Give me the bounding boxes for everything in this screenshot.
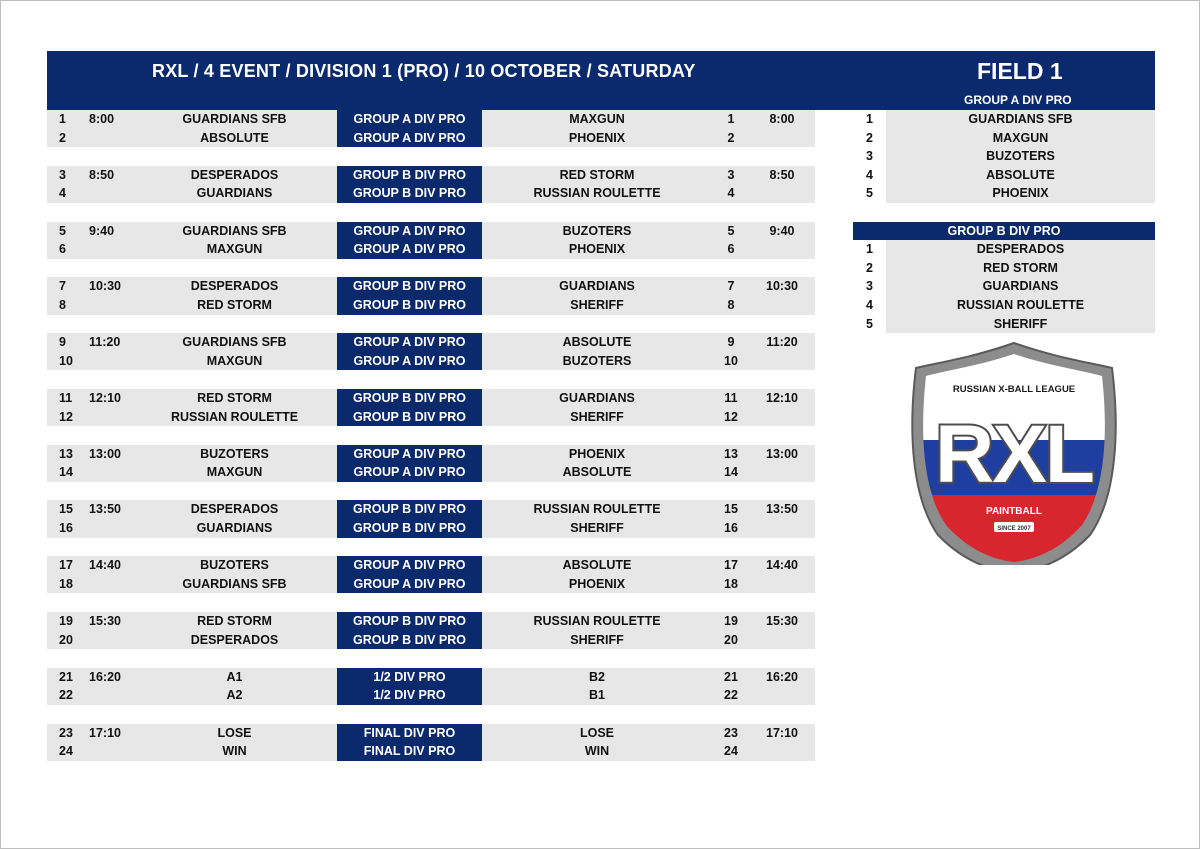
away-team: ABSOLUTE [562, 465, 632, 480]
team-name: GUARDIANS SFB [886, 110, 1155, 129]
match-group: GROUP A DIV PRO [337, 110, 482, 129]
team-seed: 2 [866, 130, 873, 145]
group-team-row [853, 166, 1155, 185]
match-number: 6 [59, 242, 66, 257]
match-row [47, 222, 815, 241]
match-number-right: 15 [724, 502, 738, 517]
home-team: LOSE [217, 725, 252, 740]
match-number: 11 [59, 390, 73, 405]
match-time: 16:20 [89, 669, 121, 684]
match-group: GROUP A DIV PRO [337, 556, 482, 575]
away-team: MAXGUN [569, 112, 625, 126]
team-name: BUZOTERS [886, 147, 1155, 166]
match-row [47, 575, 815, 594]
match-number: 1 [59, 112, 66, 126]
logo-league-name: RUSSIAN X-BALL LEAGUE [952, 384, 1076, 395]
match-row [47, 500, 815, 519]
match-time-right: 10:30 [766, 279, 798, 294]
match-group: GROUP A DIV PRO [337, 240, 482, 259]
match-number: 20 [59, 632, 73, 647]
team-seed: 4 [866, 167, 873, 182]
header-bar [47, 51, 1155, 110]
match-group: 1/2 DIV PRO [337, 686, 482, 705]
match-number-right: 4 [727, 186, 735, 201]
home-team: GUARDIANS SFB [182, 335, 287, 350]
home-team: DESPERADOS [190, 279, 279, 294]
match-time: 11:20 [89, 335, 121, 350]
group-heading: GROUP B DIV PRO [853, 222, 1155, 241]
match-number-right: 19 [724, 614, 738, 629]
home-team: GUARDIANS SFB [182, 576, 287, 591]
match-number: 23 [59, 725, 73, 740]
match-row [47, 389, 815, 408]
away-team: PHOENIX [568, 130, 626, 145]
match-time-right: 8:00 [769, 112, 795, 126]
match-group: GROUP A DIV PRO [337, 463, 482, 482]
match-group: GROUP B DIV PRO [337, 277, 482, 296]
match-schedule [47, 110, 815, 761]
home-team: A2 [226, 688, 243, 703]
home-team: RED STORM [197, 614, 272, 629]
match-number-right: 24 [724, 744, 738, 759]
away-team: ABSOLUTE [562, 558, 632, 573]
match-number-right: 8 [727, 297, 735, 312]
match-time: 8:00 [89, 112, 115, 126]
match-number-right: 1 [727, 112, 735, 126]
match-number-right: 5 [727, 223, 735, 238]
match-group: GROUP B DIV PRO [337, 408, 482, 427]
match-row [47, 519, 815, 538]
match-group: GROUP B DIV PRO [337, 612, 482, 631]
home-team: DESPERADOS [190, 167, 279, 182]
match-time-right: 11:20 [766, 335, 798, 350]
match-number: 2 [59, 130, 66, 145]
match-row [47, 445, 815, 464]
match-number: 10 [59, 353, 73, 368]
match-number-right: 6 [727, 242, 735, 257]
match-time-right: 14:40 [766, 558, 798, 573]
match-group: GROUP B DIV PRO [337, 296, 482, 315]
match-group: GROUP B DIV PRO [337, 184, 482, 203]
away-team: PHOENIX [568, 242, 626, 257]
home-team: GUARDIANS [196, 521, 273, 536]
match-time: 13:00 [89, 446, 121, 461]
match-row [47, 166, 815, 185]
team-name: RUSSIAN ROULETTE [886, 296, 1155, 315]
match-number: 17 [59, 558, 73, 573]
match-row [47, 110, 815, 129]
team-name: RED STORM [886, 259, 1155, 278]
match-number-right: 13 [724, 446, 738, 461]
logo-paintball-text: PAINTBALL [986, 506, 1042, 517]
away-team: BUZOTERS [562, 223, 632, 238]
match-number: 4 [59, 186, 66, 201]
home-team: MAXGUN [206, 353, 263, 368]
match-group: GROUP A DIV PRO [337, 222, 482, 241]
match-group: GROUP B DIV PRO [337, 500, 482, 519]
team-name: GUARDIANS [886, 277, 1155, 296]
match-number: 13 [59, 446, 73, 461]
match-group: 1/2 DIV PRO [337, 668, 482, 687]
match-time-right: 15:30 [766, 614, 798, 629]
match-number-right: 14 [724, 465, 738, 480]
logo-since-text: SINCE 2007 [997, 526, 1031, 532]
team-seed: 1 [866, 242, 873, 257]
match-row [47, 240, 815, 259]
match-time-right: 8:50 [769, 167, 795, 182]
match-time-right: 16:20 [766, 669, 798, 684]
match-number-right: 11 [724, 390, 738, 405]
match-row [47, 686, 815, 705]
match-row [47, 184, 815, 203]
match-number-right: 12 [724, 409, 738, 424]
group-team-row [853, 129, 1155, 148]
match-time-right: 13:00 [766, 446, 798, 461]
match-time: 12:10 [89, 390, 121, 405]
match-row [47, 408, 815, 427]
match-number: 12 [59, 409, 73, 424]
home-team: RED STORM [197, 297, 272, 312]
match-group: GROUP B DIV PRO [337, 389, 482, 408]
match-time-right: 12:10 [766, 390, 798, 405]
match-time-right: 9:40 [769, 223, 795, 238]
home-team: WIN [222, 744, 247, 759]
team-name: ABSOLUTE [886, 166, 1155, 185]
team-seed: 3 [866, 149, 873, 164]
match-number-right: 20 [724, 632, 738, 647]
home-team: GUARDIANS [196, 186, 273, 201]
match-number: 7 [59, 279, 66, 294]
field-label: FIELD 1 [977, 58, 1063, 84]
away-team: RUSSIAN ROULETTE [533, 502, 661, 517]
match-number: 22 [59, 688, 73, 703]
home-team: ABSOLUTE [200, 130, 269, 145]
match-number: 18 [59, 576, 73, 591]
match-row [47, 631, 815, 650]
match-time: 14:40 [89, 558, 121, 573]
match-group: FINAL DIV PRO [337, 724, 482, 743]
match-group: GROUP A DIV PRO [337, 352, 482, 371]
group-team-row [853, 240, 1155, 259]
team-name: SHERIFF [886, 315, 1155, 334]
match-number-right: 10 [724, 353, 738, 368]
match-number-right: 16 [724, 521, 738, 536]
match-number-right: 2 [727, 130, 735, 145]
match-row [47, 277, 815, 296]
home-team: GUARDIANS SFB [182, 223, 287, 238]
match-time: 15:30 [89, 614, 121, 629]
home-team: A1 [226, 669, 243, 684]
away-team: SHERIFF [570, 409, 624, 424]
match-group: GROUP B DIV PRO [337, 519, 482, 538]
match-time-right: 17:10 [766, 725, 798, 740]
away-team: SHERIFF [570, 297, 624, 312]
match-number-right: 22 [724, 688, 738, 703]
home-team: DESPERADOS [190, 502, 279, 517]
match-group: GROUP A DIV PRO [337, 575, 482, 594]
match-number-right: 23 [724, 725, 738, 740]
match-row [47, 352, 815, 371]
match-row [47, 296, 815, 315]
match-time: 9:40 [89, 223, 115, 238]
away-team: GUARDIANS [559, 279, 635, 294]
home-team: MAXGUN [206, 465, 263, 480]
group-team-row [853, 259, 1155, 278]
group-team-row [853, 296, 1155, 315]
match-number: 19 [59, 614, 73, 629]
home-team: DESPERADOS [190, 632, 279, 647]
team-seed: 3 [866, 279, 873, 294]
match-number: 3 [59, 167, 66, 182]
team-seed: 2 [866, 260, 873, 275]
match-row [47, 463, 815, 482]
home-team: BUZOTERS [200, 446, 269, 461]
group-team-row [853, 184, 1155, 203]
match-number-right: 18 [724, 576, 738, 591]
rxl-logo [898, 340, 1130, 565]
away-team: GUARDIANS [559, 390, 635, 405]
away-team: PHOENIX [568, 446, 626, 461]
match-number-right: 7 [727, 279, 735, 294]
away-team: ABSOLUTE [562, 335, 632, 350]
group-team-row [853, 110, 1155, 129]
match-group: GROUP A DIV PRO [337, 445, 482, 464]
match-time: 10:30 [89, 279, 121, 294]
match-group: GROUP A DIV PRO [337, 333, 482, 352]
away-team: RED STORM [559, 167, 635, 182]
match-row [47, 668, 815, 687]
team-seed: 5 [866, 186, 873, 201]
away-team: SHERIFF [570, 521, 624, 536]
match-number-right: 21 [724, 669, 738, 684]
match-number: 5 [59, 223, 66, 238]
team-seed: 5 [866, 316, 873, 331]
home-team: RUSSIAN ROULETTE [170, 409, 299, 424]
match-number: 21 [59, 669, 73, 684]
group-team-row [853, 147, 1155, 166]
team-seed: 1 [866, 112, 873, 126]
match-number: 15 [59, 502, 73, 517]
group-team-row [853, 277, 1155, 296]
match-row [47, 333, 815, 352]
away-team: B1 [589, 688, 605, 703]
group-a-heading: GROUP A DIV PRO [964, 93, 1072, 107]
group-standings [853, 110, 1155, 333]
page-title: RXL / 4 EVENT / DIVISION 1 (PRO) / 10 OCTOBER / SATURDAY [152, 61, 696, 81]
away-team: BUZOTERS [562, 353, 632, 368]
away-team: PHOENIX [568, 576, 626, 591]
home-team: MAXGUN [206, 242, 263, 257]
team-name: MAXGUN [886, 129, 1155, 148]
match-row [47, 612, 815, 631]
away-team: LOSE [579, 725, 615, 740]
home-team: BUZOTERS [200, 558, 269, 573]
match-number-right: 17 [724, 558, 738, 573]
match-number: 9 [59, 335, 66, 350]
match-row [47, 129, 815, 148]
match-time: 13:50 [89, 502, 121, 517]
match-number: 24 [59, 744, 73, 759]
away-team: B2 [589, 669, 605, 684]
match-time: 17:10 [89, 725, 121, 740]
match-group: FINAL DIV PRO [337, 742, 482, 761]
home-team: RED STORM [197, 390, 272, 405]
away-team: SHERIFF [570, 632, 624, 647]
group-team-row [853, 315, 1155, 334]
match-number-right: 9 [727, 335, 735, 350]
team-name: PHOENIX [886, 184, 1155, 203]
match-group: GROUP B DIV PRO [337, 631, 482, 650]
team-name: DESPERADOS [886, 240, 1155, 259]
match-number: 16 [59, 521, 73, 536]
away-team: WIN [584, 744, 610, 759]
match-time: 8:50 [89, 167, 115, 182]
match-row [47, 556, 815, 575]
match-number: 14 [59, 465, 73, 480]
match-row [47, 742, 815, 761]
away-team: RUSSIAN ROULETTE [533, 186, 661, 201]
match-group: GROUP B DIV PRO [337, 166, 482, 185]
match-time-right: 13:50 [766, 502, 798, 517]
match-group: GROUP A DIV PRO [337, 129, 482, 148]
away-team: RUSSIAN ROULETTE [533, 614, 661, 629]
team-seed: 4 [866, 297, 873, 312]
home-team: GUARDIANS SFB [182, 112, 287, 126]
match-number: 8 [59, 297, 66, 312]
logo-rxl-text: RXL [935, 409, 1093, 500]
match-row [47, 724, 815, 743]
match-number-right: 3 [727, 167, 735, 182]
